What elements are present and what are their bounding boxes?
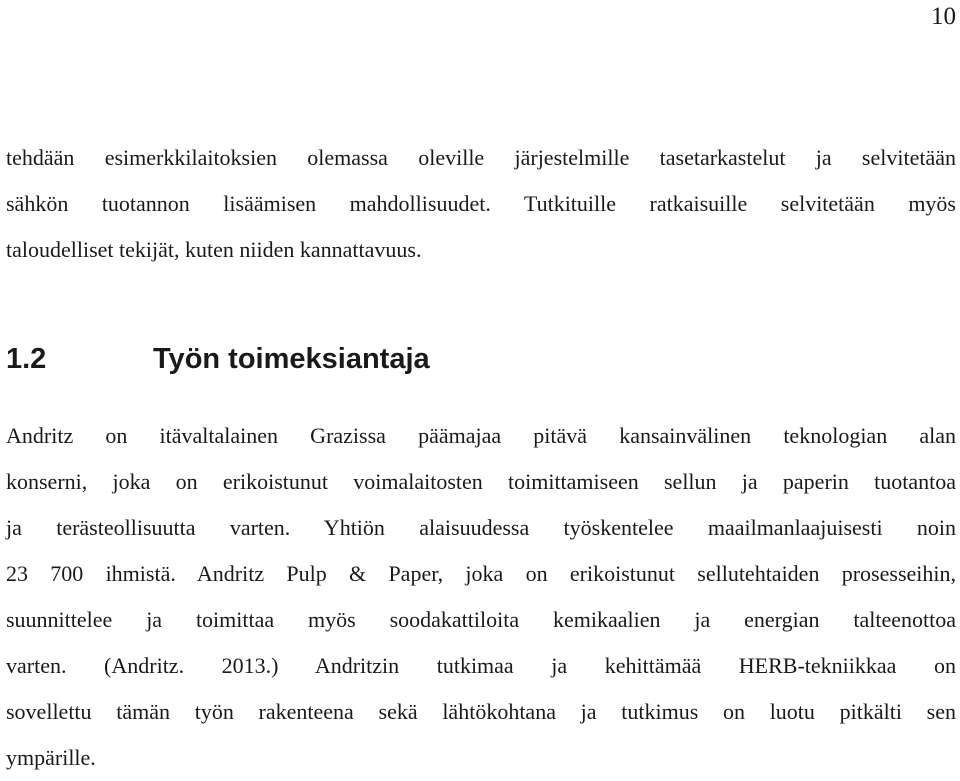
section-heading (6, 336, 430, 382)
body-paragraph (6, 413, 956, 781)
paragraph-line: konserni, joka on erikoistunut voimalaitosten toimittamiseen sellun ja paperin tuotantoa (6, 469, 956, 494)
section-title: Työn toimeksiantaja (153, 343, 430, 375)
paragraph-line: sovellettu tämän työn rakenteena sekä lähtökohtana ja tutkimus on luotu pitkälti sen (6, 699, 956, 724)
paragraph-line: ympärille. (6, 745, 96, 770)
intro-paragraph (6, 135, 956, 273)
paragraph-line: sähkön tuotannon lisäämisen mahdollisuudet. Tutkituille ratkaisuille selvitetään myös (6, 191, 956, 216)
paragraph-line: Andritz on itävaltalainen Grazissa päämajaa pitävä kansainvälinen teknologian alan (6, 423, 956, 448)
paragraph-line: ja terästeollisuutta varten. Yhtiön alaisuudessa työskentelee maailmanlaajuisesti noin (6, 515, 956, 540)
paragraph-line: taloudelliset tekijät, kuten niiden kannattavuus. (6, 237, 422, 262)
paragraph-line: 23 700 ihmistä. Andritz Pulp & Paper, joka on erikoistunut sellutehtaiden prosesseihin, (6, 561, 956, 586)
page-number: 10 (931, 3, 956, 30)
paragraph-line: tehdään esimerkkilaitoksien olemassa oleville järjestelmille tasetarkastelut ja selvitetään (6, 145, 956, 170)
paragraph-line: varten. (Andritz. 2013.) Andritzin tutkimaa ja kehittämää HERB-tekniikkaa on (6, 653, 956, 678)
paragraph-line: suunnittelee ja toimittaa myös soodakattiloita kemikaalien ja energian talteenottoa (6, 607, 956, 632)
section-number: 1.2 (6, 343, 47, 375)
